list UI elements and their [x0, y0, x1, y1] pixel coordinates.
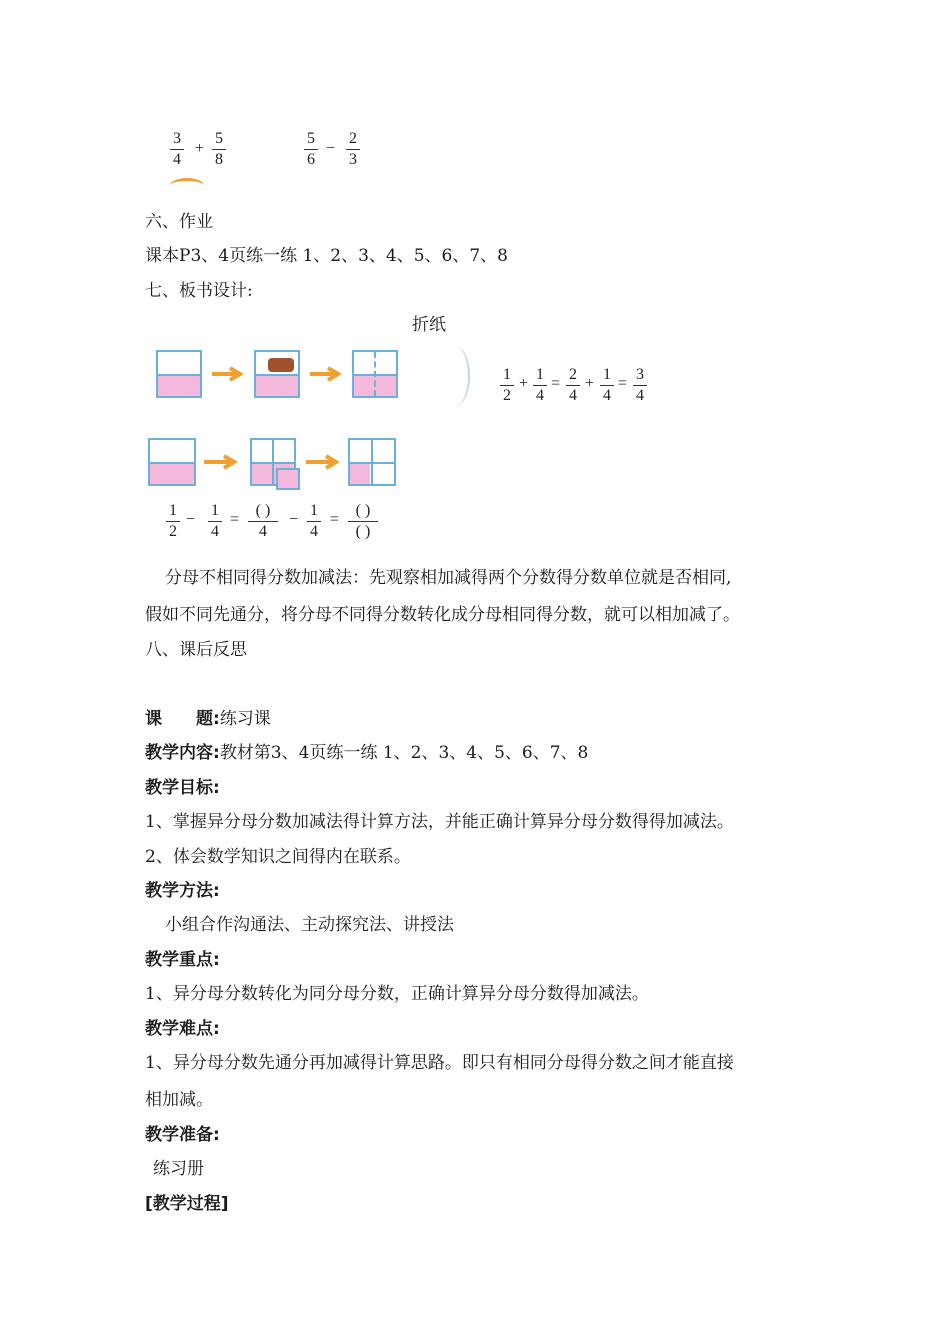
eq2-equals-2: = — [330, 511, 340, 528]
arrow-right-icon — [204, 454, 240, 470]
numerator: 2 — [349, 130, 357, 147]
fraction-bar — [346, 149, 360, 150]
denominator: 2 — [503, 387, 511, 404]
fraction-bar — [248, 521, 278, 522]
denominator: 4 — [569, 387, 577, 404]
denominator: 4 — [636, 387, 644, 404]
arrow-right-icon — [310, 366, 344, 382]
numerator: ( ) — [355, 502, 371, 519]
lesson-content — [145, 741, 588, 765]
numerator: 1 — [503, 366, 511, 383]
method-value: 小组合作沟通法、主动探究法、讲授法 — [165, 915, 454, 935]
numerator: 2 — [569, 366, 577, 383]
eq1-plus: + — [519, 375, 529, 392]
fraction-bar — [533, 385, 547, 386]
difficulty-label: 教学难点: — [145, 1019, 220, 1039]
numerator: 1 — [536, 366, 544, 383]
quarter-piece — [276, 468, 300, 490]
topic-label: 课 题: — [145, 709, 220, 729]
key-label: 教学重点: — [145, 950, 220, 970]
denominator: 8 — [215, 151, 223, 168]
section-6-homework: 课本P3、4页练一练 1、2、3、4、5、6、7、8 — [145, 246, 509, 266]
denominator: 6 — [307, 151, 315, 168]
numerator: ( ) — [255, 502, 271, 519]
eq2-fraction-2 — [208, 502, 222, 541]
content-value: 教材第3、4页练一练 1、2、3、4、5、6、7、8 — [219, 743, 589, 763]
eq2-minus: − — [186, 511, 196, 528]
paper-quarters — [352, 350, 398, 398]
fraction-bar — [633, 385, 647, 386]
summary-line-1: 分母不相同得分数加减法：先观察相加减得两个分数得分数单位就是否相同, — [165, 568, 732, 588]
eq1-fraction-4 — [600, 366, 614, 405]
exercise-1-fraction-b — [212, 130, 226, 169]
hand-icon — [268, 358, 294, 372]
fraction-bar — [212, 149, 226, 150]
orange-arc-decoration — [170, 178, 204, 193]
difficulty-line-1: 1、异分母分数先通分再加减得计算思路。即只有相同分母得分数之间才能直接 — [145, 1053, 734, 1073]
goal-2: 2、体会数学知识之间得内在联系。 — [145, 847, 411, 867]
topic-value: 练习课 — [219, 709, 271, 729]
lesson-topic — [145, 707, 271, 731]
fraction-bar — [600, 385, 614, 386]
prep-label: 教学准备: — [145, 1125, 220, 1145]
eq2-fraction-5 — [348, 502, 378, 541]
denominator: 4 — [259, 523, 267, 540]
exercise-1-operator: + — [195, 140, 205, 157]
fraction-bar — [170, 149, 184, 150]
arc-decoration — [440, 346, 470, 406]
numerator: 1 — [169, 502, 177, 519]
numerator: 5 — [307, 130, 315, 147]
summary-line-2: 假如不同先通分，将分母不同得分数转化成分母相同得分数，就可以相加减了。 — [145, 605, 740, 625]
eq2-fraction-1 — [166, 502, 180, 541]
key-value: 1、异分母分数转化为同分母分数，正确计算异分母分数得加减法。 — [145, 984, 649, 1004]
eq2-equals: = — [230, 511, 240, 528]
denominator: 4 — [173, 151, 181, 168]
numerator: 1 — [211, 502, 219, 519]
eq2-fraction-4 — [307, 502, 321, 541]
paper-quarter-shaded — [348, 438, 396, 486]
fraction-bar — [566, 385, 580, 386]
denominator: 4 — [310, 523, 318, 540]
exercise-1-fraction-a — [170, 130, 184, 169]
eq1-fraction-2 — [533, 366, 547, 405]
eq2-fraction-3 — [248, 502, 278, 541]
prep-value: 练习册 — [153, 1159, 204, 1179]
fraction-bar — [166, 521, 180, 522]
denominator: 4 — [211, 523, 219, 540]
section-7-heading: 七、板书设计: — [145, 281, 253, 301]
fraction-bar — [348, 521, 378, 522]
denominator: 4 — [536, 387, 544, 404]
content-label: 教学内容: — [145, 743, 220, 763]
eq1-plus-2: + — [585, 375, 595, 392]
eq1-fraction-1 — [500, 366, 514, 405]
fraction-bar — [500, 385, 514, 386]
numerator: 1 — [603, 366, 611, 383]
diagram-title: 折纸 — [412, 315, 446, 335]
denominator: 4 — [603, 387, 611, 404]
eq1-fraction-3 — [566, 366, 580, 405]
eq1-equals: = — [551, 375, 561, 392]
paper-half-shaded — [156, 350, 202, 398]
exercise-2-fraction-a — [304, 130, 318, 169]
paper-folding — [254, 350, 300, 398]
denominator: ( ) — [355, 523, 371, 540]
section-6-heading: 六、作业 — [145, 212, 213, 232]
arrow-right-icon — [306, 454, 342, 470]
section-8-heading: 八、课后反思 — [145, 640, 247, 660]
arrow-right-icon — [212, 366, 246, 382]
fraction-bar — [208, 521, 222, 522]
denominator: 3 — [349, 151, 357, 168]
method-label: 教学方法: — [145, 881, 220, 901]
difficulty-line-2: 相加减。 — [145, 1090, 213, 1110]
eq1-fraction-5 — [633, 366, 647, 405]
exercise-2-fraction-b — [346, 130, 360, 169]
denominator: 2 — [169, 523, 177, 540]
numerator: 3 — [173, 130, 181, 147]
fraction-bar — [304, 149, 318, 150]
fraction-bar — [307, 521, 321, 522]
numerator: 5 — [215, 130, 223, 147]
goals-label: 教学目标: — [145, 778, 220, 798]
numerator: 3 — [636, 366, 644, 383]
eq2-minus-2: − — [289, 511, 299, 528]
goal-1: 1、掌握异分母分数加减法得计算方法，并能正确计算异分母分数得得加减法。 — [145, 812, 734, 832]
process-label: [教学过程] — [145, 1194, 229, 1214]
eq1-equals-2: = — [618, 375, 628, 392]
exercise-2-operator: − — [326, 140, 336, 157]
paper-half-shaded-2 — [148, 438, 196, 486]
numerator: 1 — [310, 502, 318, 519]
